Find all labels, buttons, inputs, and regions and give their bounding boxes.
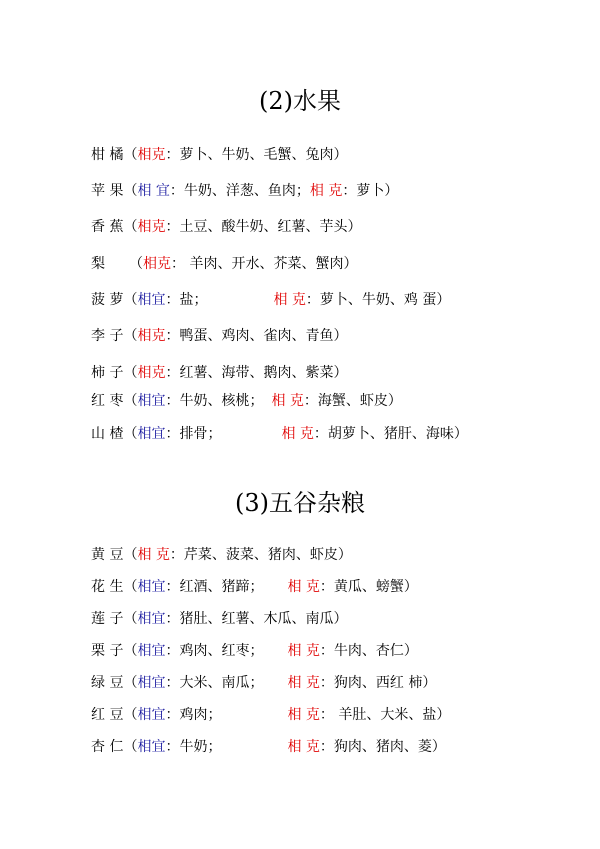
list-item (91, 425, 468, 443)
item-name: 红 豆 (91, 707, 124, 723)
compatible-label: 相宜 (137, 739, 166, 755)
item-text: ：鸭蛋、鸡肉、雀肉、青鱼） (165, 328, 348, 344)
item-text: ：萝卜、牛奶、毛蟹、兔肉） (165, 147, 348, 163)
list-item (91, 327, 347, 345)
compatible-label: 相 宜 (137, 183, 170, 199)
item-text: ：萝卜） (342, 183, 399, 199)
incompatible-label: 相克 (137, 147, 166, 163)
item-text: （ (123, 292, 138, 308)
list-item (91, 610, 347, 628)
item-text: （ (123, 579, 138, 595)
item-text: （ (129, 256, 143, 272)
item-text: ： 羊肚、大米、盐） (319, 707, 451, 723)
compatible-label: 相宜 (137, 707, 166, 723)
incompatible-label: 相 克 (287, 675, 320, 691)
incompatible-label: 相 克 (287, 707, 320, 723)
item-text: ：牛奶、核桃； (165, 393, 264, 409)
item-text: （ (123, 643, 138, 659)
item-text: ：牛肉、杏仁） (319, 643, 418, 659)
item-text: （ (123, 707, 138, 723)
item-name: 红 枣 (91, 393, 124, 409)
item-text: ：海蟹、虾皮） (303, 393, 402, 409)
item-name: 香 蕉 (91, 219, 124, 235)
item-name: 黄 豆 (91, 547, 124, 563)
list-item (91, 364, 347, 382)
item-text: （ (123, 328, 138, 344)
list-item (91, 578, 418, 596)
list-item (91, 146, 347, 164)
compatible-label: 相宜 (137, 675, 166, 691)
incompatible-label: 相 克 (273, 292, 306, 308)
item-text: （ (123, 219, 138, 235)
item-text: ：排骨； (165, 426, 222, 442)
list-item (91, 738, 446, 756)
compatible-label: 相宜 (137, 579, 166, 595)
item-name: 菠 萝 (91, 292, 124, 308)
section-title-fruit: (2)水果 (259, 87, 341, 115)
section-title-grains: (3)五谷杂粮 (235, 489, 365, 517)
incompatible-label: 相克 (137, 328, 166, 344)
compatible-label: 相宜 (137, 611, 166, 627)
list-item (91, 218, 361, 236)
item-name: 苹 果 (91, 183, 124, 199)
item-name: 山 楂 (91, 426, 124, 442)
list-item (91, 546, 352, 564)
incompatible-label: 相 克 (309, 183, 343, 199)
item-text: ：鸡肉、红枣； (165, 643, 264, 659)
compatible-label: 相宜 (137, 393, 166, 409)
item-text: ：猪肚、红薯、木瓜、南瓜） (165, 611, 348, 627)
item-text: （ (123, 147, 138, 163)
incompatible-label: 相 克 (287, 643, 320, 659)
item-text: ：狗肉、猪肉、菱） (319, 739, 446, 755)
item-text: （ (123, 393, 138, 409)
incompatible-label: 相克 (137, 365, 166, 381)
list-item (91, 182, 398, 200)
compatible-label: 相宜 (137, 292, 166, 308)
incompatible-label: 相克 (143, 256, 171, 272)
item-name: 绿 豆 (91, 675, 124, 691)
item-text: （ (123, 675, 138, 691)
incompatible-label: 相 克 (137, 547, 170, 563)
list-item (91, 392, 402, 410)
item-text: ：狗肉、西红 柿） (319, 675, 437, 691)
compatible-label: 相宜 (137, 643, 166, 659)
list-item (91, 674, 436, 692)
item-text: （ (123, 365, 138, 381)
item-text: （ (123, 739, 138, 755)
item-name: 梨 (91, 256, 105, 272)
item-text: ：鸡肉； (165, 707, 222, 723)
incompatible-label: 相 克 (287, 739, 320, 755)
item-text: ：芹菜、菠菜、猪肉、虾皮） (169, 547, 352, 563)
item-text: ：牛奶、洋葱、鱼肉； (169, 183, 310, 199)
item-name: 李 子 (91, 328, 124, 344)
item-text: ：红酒、猪蹄； (165, 579, 264, 595)
item-text: （ (123, 183, 138, 199)
list-item (91, 642, 418, 660)
item-name: 柿 子 (91, 365, 124, 381)
incompatible-label: 相 克 (271, 393, 304, 409)
item-text: ： 羊肉、开水、芥菜、蟹肉） (171, 256, 358, 272)
item-text: ：牛奶； (165, 739, 222, 755)
list-item (91, 706, 450, 724)
item-text: ：土豆、酸牛奶、红薯、芋头） (165, 219, 362, 235)
item-name: 花 生 (91, 579, 124, 595)
compatible-label: 相宜 (137, 426, 166, 442)
item-text: ：红薯、海带、鹅肉、紫菜） (165, 365, 348, 381)
item-text: （ (123, 547, 138, 563)
item-text: （ (123, 426, 138, 442)
item-text: ：胡萝卜、猪肝、海味） (313, 426, 468, 442)
item-name: 柑 橘 (91, 147, 124, 163)
item-name: 莲 子 (91, 611, 124, 627)
item-text: ：萝卜、牛奶、鸡 蛋） (305, 292, 451, 308)
item-text: ：黄瓜、螃蟹） (319, 579, 418, 595)
item-text: （ (123, 611, 138, 627)
item-name: 杏 仁 (91, 739, 124, 755)
item-name: 栗 子 (91, 643, 124, 659)
list-item (91, 255, 357, 273)
list-item (91, 291, 450, 309)
incompatible-label: 相 克 (281, 426, 314, 442)
item-text: ：大米、南瓜； (165, 675, 264, 691)
item-text: ：盐； (165, 292, 208, 308)
incompatible-label: 相 克 (287, 579, 320, 595)
incompatible-label: 相克 (137, 219, 166, 235)
